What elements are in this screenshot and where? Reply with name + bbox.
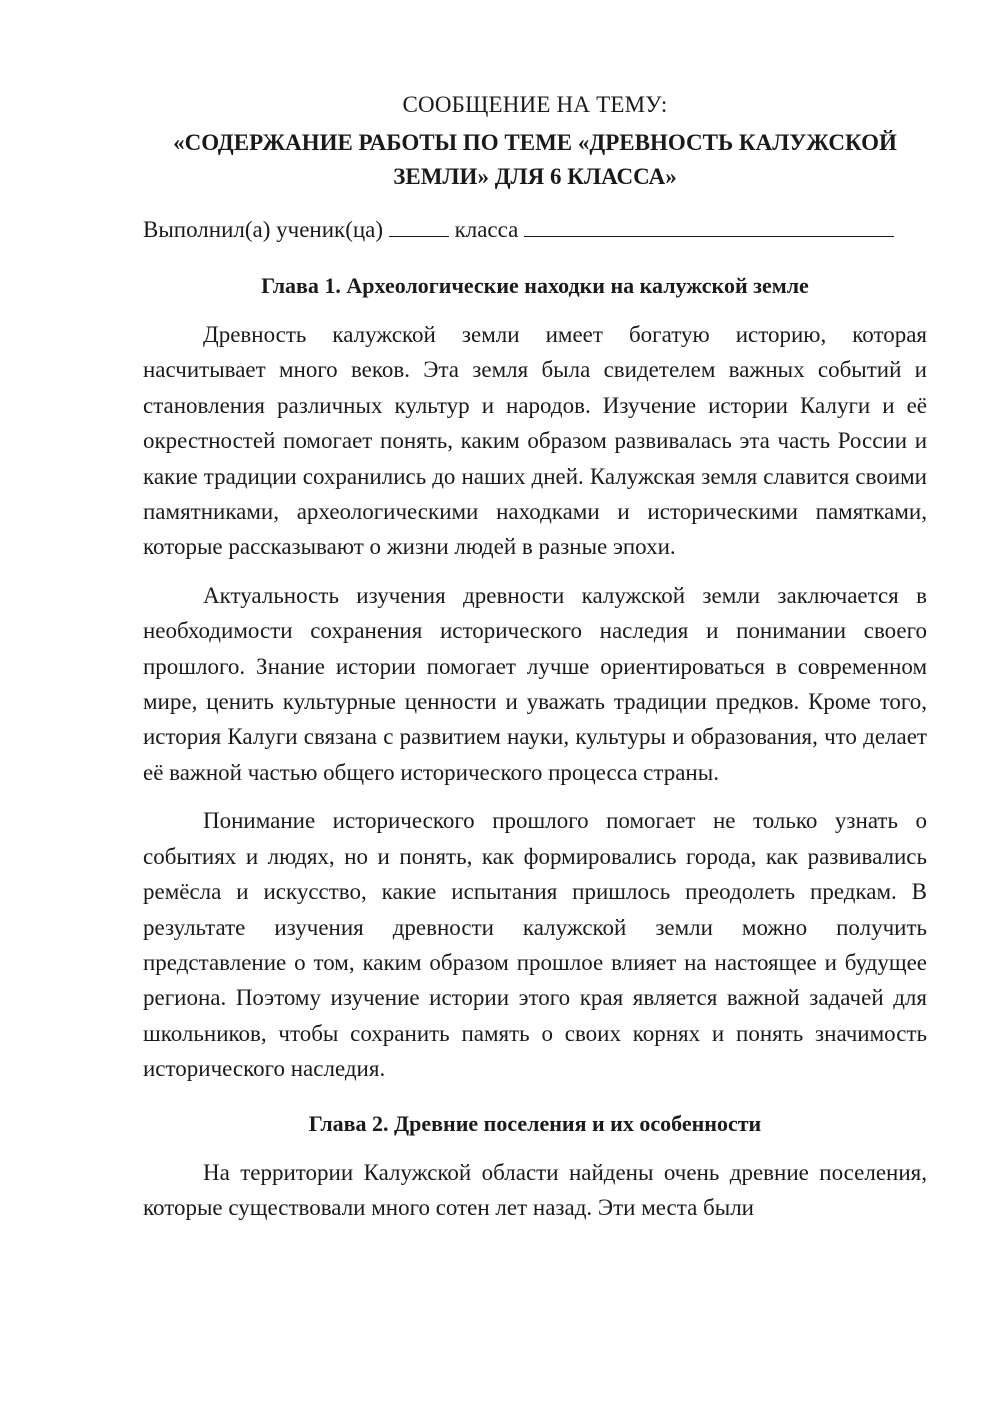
student-name-blank bbox=[524, 212, 894, 237]
chapter-1-title: Глава 1. Археологические находки на калужской земле bbox=[261, 273, 809, 298]
chapter-1-paragraph: Понимание исторического прошлого помогает не только узнать о событиях и людях, но и понять, как формировались города, как развивались ремёсла и искусство, какие испытания пришлось преодолеть предкам. В результате изучения древности калужской земли можно получить представление о том, каким образом прошлое влияет на настоящее и будущее региона. Поэтому изучение истории этого края является важной задачей для школьников, чтобы сохранить память о своих корнях и понять значимость исторического наследия. bbox=[143, 808, 927, 1082]
author-prefix: Выполнил(а) ученик(ца) bbox=[143, 217, 384, 242]
chapter-1-paragraph: Актуальность изучения древности калужской земли заключается в необходимости сохранения исторического наследия и понимании своего прошлого. Знание истории помогает лучше ориентироваться в современном мире, ценить культурные ценности и уважать традиции предков. Кроме того, история Калуги связана с развитием науки, культуры и образования, что делает её важной частью общего исторического процесса страны. bbox=[143, 582, 927, 785]
chapter-2-title: Глава 2. Древние поселения и их особенности bbox=[308, 1110, 762, 1136]
class-number-blank bbox=[389, 212, 449, 237]
author-class-label: класса bbox=[454, 217, 519, 242]
document-title: «СОДЕРЖАНИЕ РАБОТЫ ПО ТЕМЕ «ДРЕВНОСТЬ КАЛУЖСКОЙ ЗЕМЛИ» ДЛЯ 6 КЛАССА» bbox=[173, 130, 897, 189]
document-page bbox=[143, 88, 927, 1238]
chapter-1-paragraph: Древность калужской земли имеет богатую историю, которая насчитывает много веков. Эта земля была свидетелем важных событий и становления различных культур и народов. Изучение истории Калуги и её окрестностей помогает понять, каким образом развивалась эта часть России и какие традиции сохранились до наших дней. Калужская земля славится своими памятниками, археологическими находками и историческими памятками, которые рассказывают о жизни людей в разные эпохи. bbox=[143, 322, 927, 560]
chapter-2-paragraph: На территории Калужской области найдены очень древние поселения, которые существовали много сотен лет назад. Эти места были bbox=[143, 1159, 927, 1220]
document-header-label: СООБЩЕНИЕ НА ТЕМУ: bbox=[402, 92, 668, 117]
author-line bbox=[143, 212, 927, 247]
